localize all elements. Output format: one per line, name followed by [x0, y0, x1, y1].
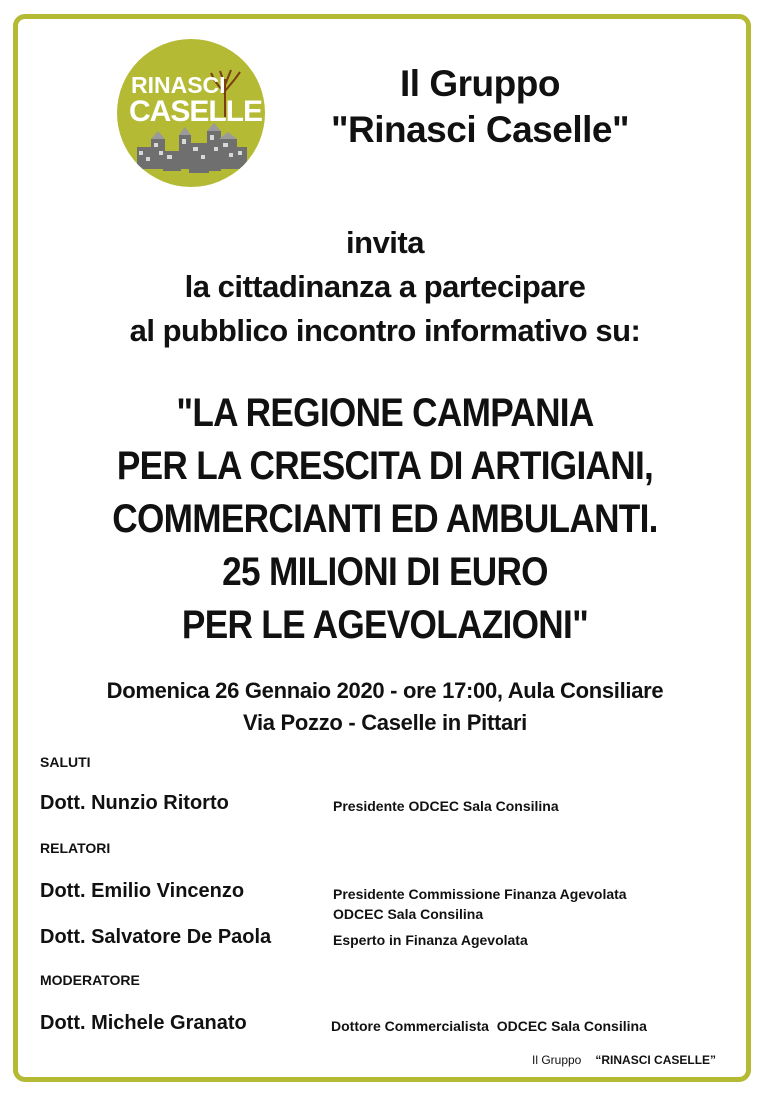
moderatore-name: Dott. Michele Granato: [40, 1012, 247, 1034]
intro-line2: la cittadinanza a partecipare: [184, 269, 586, 304]
relatore2-role: Esperto in Finanza Agevolata: [333, 932, 528, 948]
moderatore-role: Dottore Commercialista ODCEC Sala Consilina: [331, 1018, 647, 1034]
relatore1-role-line1: Presidente Commissione Finanza Agevolata: [333, 886, 627, 902]
topic-line1: "LA REGIONE CAMPANIA: [176, 391, 594, 435]
footer-name: “RINASCI CASELLE”: [595, 1053, 717, 1067]
header-title-line1: Il Gruppo: [400, 63, 560, 104]
relatori-label: RELATORI: [40, 840, 111, 856]
event-date-line: Domenica 26 Gennaio 2020 - ore 17:00, Aula Consiliare: [106, 678, 664, 703]
rinasci-caselle-logo: [117, 39, 265, 187]
intro-line3: al pubblico incontro informativo su:: [129, 313, 641, 348]
logo-text-line1: RINASCI: [131, 72, 226, 98]
topic-line5: PER LE AGEVOLAZIONI": [181, 603, 589, 647]
relatore1-role-line2: ODCEC Sala Consilina: [333, 906, 484, 922]
topic-line2: PER LA CRESCITA DI ARTIGIANI,: [116, 444, 654, 488]
relatore2-name: Dott. Salvatore De Paola: [40, 926, 272, 948]
saluti-name: Dott. Nunzio Ritorto: [40, 792, 229, 814]
intro-line1: invita: [346, 225, 424, 260]
logo-text-line2: CASELLE: [129, 95, 263, 128]
moderatore-label: MODERATORE: [40, 972, 140, 988]
saluti-role: Presidente ODCEC Sala Consilina: [333, 798, 559, 814]
event-place-line: Via Pozzo - Caselle in Pittari: [242, 710, 527, 735]
relatore1-name: Dott. Emilio Vincenzo: [40, 880, 245, 902]
saluti-label: SALUTI: [40, 754, 91, 770]
topic-line3: COMMERCIANTI ED AMBULANTI.: [112, 497, 658, 541]
footer-group: Il Gruppo: [532, 1053, 582, 1067]
header-title-line2: "Rinasci Caselle": [330, 109, 630, 150]
topic-line4: 25 MILIONI DI EURO: [222, 550, 548, 594]
footer-signature: [532, 1053, 716, 1067]
